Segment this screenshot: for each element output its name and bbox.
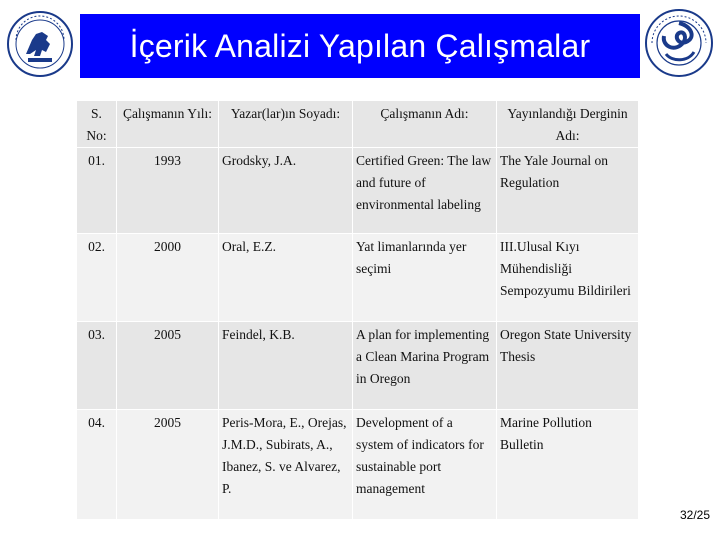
- page-number: 32/25: [679, 508, 710, 522]
- cell-authors: Feindel, K.B.: [219, 322, 353, 410]
- cell-title: A plan for implementing a Clean Marina Program in Oregon: [353, 322, 497, 410]
- cell-year: 1993: [117, 148, 219, 234]
- header-year: Çalışmanın Yılı:: [117, 101, 219, 148]
- header-authors: Yazar(lar)ın Soyadı:: [219, 101, 353, 148]
- table-row: [77, 410, 639, 520]
- university-logo-left: [6, 10, 74, 78]
- cell-authors: Oral, E.Z.: [219, 234, 353, 322]
- university-logo-right: [644, 8, 714, 78]
- cell-authors: Peris-Mora, E., Orejas, J.M.D., Subirats, A., Ibanez, S. ve Alvarez, P.: [219, 410, 353, 520]
- table-header-row: [77, 101, 639, 148]
- cell-title: Certified Green: The law and future of environmental labeling: [353, 148, 497, 234]
- cell-journal: Marine Pollution Bulletin: [497, 410, 639, 520]
- header-no: S. No:: [77, 101, 117, 148]
- table-row: [77, 148, 639, 234]
- header-journal: Yayınlandığı Derginin Adı:: [497, 101, 639, 148]
- cell-year: 2005: [117, 322, 219, 410]
- studies-table: [76, 100, 639, 520]
- cell-no: 01.: [77, 148, 117, 234]
- header-title: Çalışmanın Adı:: [353, 101, 497, 148]
- table-row: [77, 234, 639, 322]
- cell-year: 2000: [117, 234, 219, 322]
- slide-title: İçerik Analizi Yapılan Çalışmalar: [129, 27, 591, 64]
- cell-title: Development of a system of indicators for sustainable port management: [353, 410, 497, 520]
- cell-journal: The Yale Journal on Regulation: [497, 148, 639, 234]
- cell-journal: Oregon State University Thesis: [497, 322, 639, 410]
- cell-no: 03.: [77, 322, 117, 410]
- cell-no: 04.: [77, 410, 117, 520]
- cell-title: Yat limanlarında yer seçimi: [353, 234, 497, 322]
- cell-no: 02.: [77, 234, 117, 322]
- cell-year: 2005: [117, 410, 219, 520]
- cell-authors: Grodsky, J.A.: [219, 148, 353, 234]
- title-bar: [80, 14, 640, 78]
- cell-journal: III.Ulusal Kıyı Mühendisliği Sempozyumu Bildirileri: [497, 234, 639, 322]
- table-row: [77, 322, 639, 410]
